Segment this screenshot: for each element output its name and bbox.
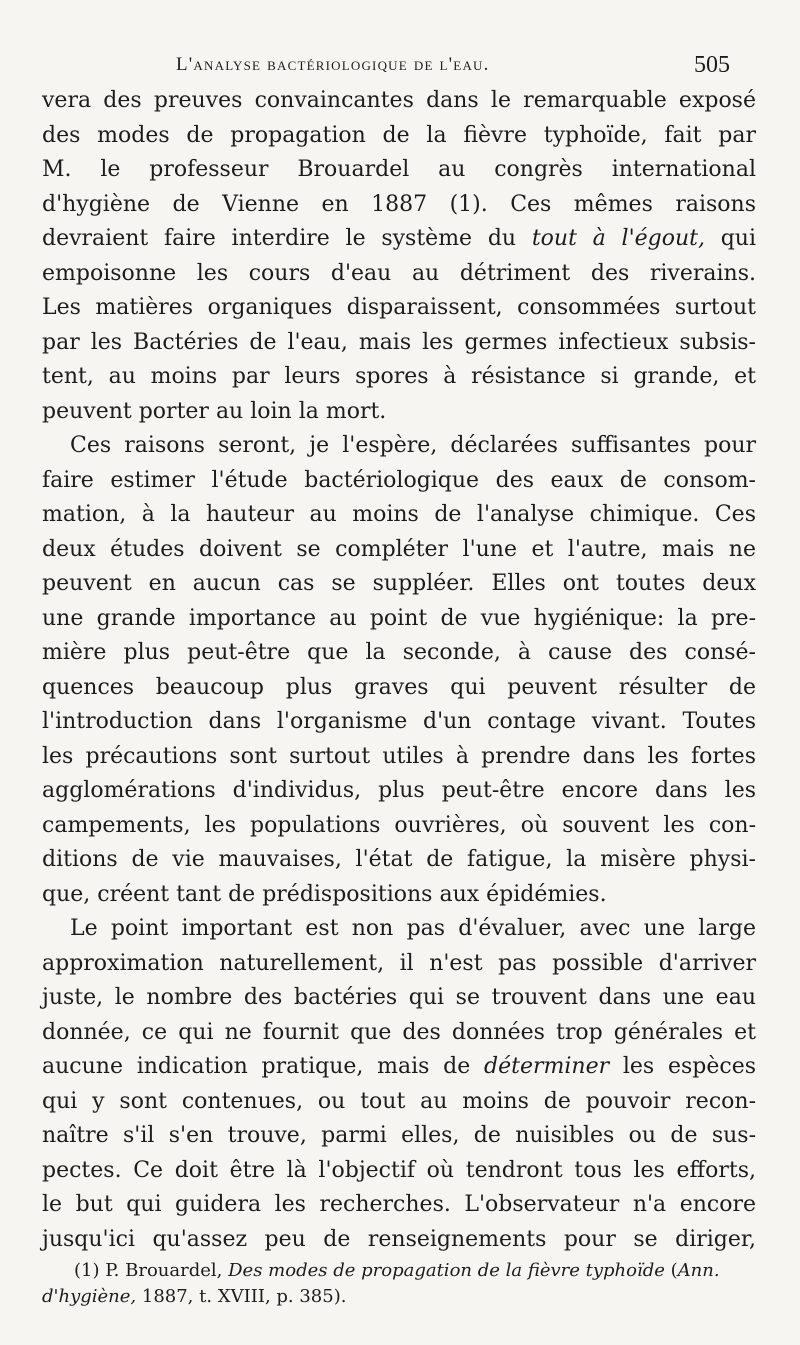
text-line: Les matières organiques disparaissent, consommées surtout: [42, 295, 756, 320]
text-line: [42, 222, 756, 257]
text-line: mière plus peut-être que la seconde, à cause des consé-: [42, 640, 756, 665]
text-line: [42, 1050, 756, 1085]
text-line: l'introduction dans l'organisme d'un contage vivant. Toutes: [42, 709, 756, 734]
text-line: mation, à la hauteur au moins de l'analyse chimique. Ces: [42, 502, 756, 527]
text-line: peuvent porter au loin la mort.: [42, 398, 387, 424]
text-line: donnée, ce qui ne fournit que des données trop générales et: [42, 1019, 756, 1045]
text-line: faire estimer l'étude bactériologique des eaux de consom-: [42, 467, 756, 493]
text-line: M. le professeur Brouardel au congrès international: [42, 157, 756, 182]
footnote-journal: Ann.: [677, 1260, 720, 1281]
page-number: 505: [694, 52, 730, 78]
text-segment: les espèces: [609, 1054, 757, 1079]
italic-phrase: tout à l'égout,: [531, 226, 705, 251]
text-line: tent, au moins par leurs spores à résistance si grande, et: [42, 364, 756, 389]
footnote-title: Des modes de propagation de la fièvre typhoïde: [228, 1260, 665, 1281]
text-line: juste, le nombre des bactéries qui se trouvent dans une eau: [42, 985, 756, 1010]
footnote: [42, 1258, 756, 1310]
text-line: le but qui guidera les recherches. L'observateur n'a encore: [42, 1192, 756, 1217]
text-line: peuvent en aucun cas se suppléer. Elles ont toutes deux: [42, 571, 756, 596]
text-line: les précautions sont surtout utiles à prendre dans les fortes: [42, 743, 756, 769]
body-text: [42, 84, 756, 1257]
text-line: d'hygiène de Vienne en 1887 (1). Ces mêmes raisons: [42, 191, 756, 217]
footnote-journal-cont: d'hygiène,: [42, 1286, 137, 1307]
text-segment: qui: [704, 226, 756, 251]
footnote-line: [42, 1258, 756, 1284]
text-line: qui y sont contenues, ou tout au moins de pouvoir recon-: [42, 1088, 756, 1114]
text-line: empoisonne les cours d'eau au détriment des riverains.: [42, 260, 756, 286]
paragraph-start-line: Le point important est non pas d'évaluer, avec une large: [70, 916, 756, 941]
text-line: vera des preuves convaincantes dans le remarquable exposé: [42, 88, 756, 113]
text-line: que, créent tant de prédispositions aux épidémies.: [42, 881, 607, 907]
footnote-line: [42, 1284, 756, 1310]
running-header: [0, 50, 800, 82]
paragraph-start-line: Ces raisons seront, je l'espère, déclarées suffisantes pour: [70, 433, 756, 458]
text-line: quences beaucoup plus graves qui peuvent résulter de: [42, 674, 756, 700]
text-line: jusqu'ici qu'assez peu de renseignements pour se diriger,: [42, 1226, 756, 1252]
text-line: ditions de vie mauvaises, l'état de fatigue, la misère physi-: [42, 847, 756, 872]
text-line: deux études doivent se compléter l'une et l'autre, mais ne: [42, 536, 756, 562]
text-line: agglomérations d'individus, plus peut-être encore dans les: [42, 778, 756, 803]
footnote-marker: (1) P. Brouardel,: [74, 1260, 223, 1281]
running-title: L'analyse bactériologique de l'eau.: [176, 54, 490, 75]
text-line: campements, les populations ouvrières, où souvent les con-: [42, 812, 756, 838]
text-line: approximation naturellement, il n'est pas possible d'arriver: [42, 950, 756, 976]
text-line: naître s'il s'en trouve, parmi elles, de nuisibles ou de sus-: [42, 1123, 756, 1148]
text-segment: devraient faire interdire le système du: [42, 226, 532, 251]
text-line: pectes. Ce doit être là l'objectif où tendront tous les efforts,: [42, 1157, 756, 1183]
footnote-details: 1887, t. XVIII, p. 385).: [141, 1286, 347, 1307]
italic-phrase: déterminer: [484, 1054, 610, 1079]
text-line: par les Bactéries de l'eau, mais les germes infectieux subsis-: [42, 329, 756, 355]
footnote-source-paren: (: [670, 1260, 678, 1281]
text-line: des modes de propagation de la fièvre typhoïde, fait par: [42, 122, 756, 148]
text-line: une grande importance au point de vue hygiénique: la pre-: [42, 605, 756, 631]
text-segment: aucune indication pratique, mais de: [42, 1054, 485, 1079]
